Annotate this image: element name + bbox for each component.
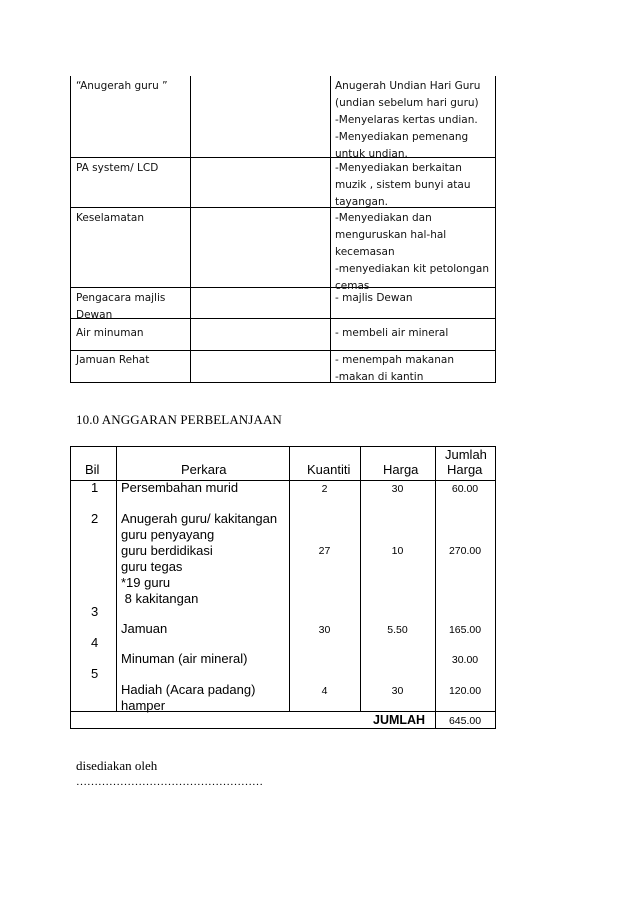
item-description: guru berdidikasi: [121, 543, 213, 558]
item-total: 30.00: [451, 654, 479, 666]
header-harga: Harga: [383, 462, 419, 477]
committee-table: [70, 76, 496, 383]
table-row: [71, 158, 495, 208]
prepared-by-label: disediakan oleh: [76, 758, 158, 773]
bil-number: 2: [91, 511, 99, 526]
header-jumlah-harga: Harga: [447, 462, 483, 477]
item-description: 8 kakitangan: [121, 591, 199, 606]
item-quantity: 2: [321, 483, 328, 495]
item-description: Minuman (air mineral): [121, 651, 248, 666]
table-row: [71, 208, 495, 292]
row-duty: -Menyediakan berkaitan muzik , sistem bunyi atau tayangan.: [335, 162, 471, 208]
section-heading: 10.0 ANGGARAN PERBELANJAAN: [76, 412, 282, 427]
signature-line: ……………………………………………: [76, 776, 263, 788]
item-total: 270.00: [448, 545, 482, 557]
header-kuantiti: Kuantiti: [307, 462, 351, 477]
row-item: Keselamatan: [76, 212, 144, 224]
column-divider: [116, 447, 117, 711]
item-description: guru tegas: [121, 559, 183, 574]
row-item: PA system/ LCD: [76, 162, 159, 174]
bil-number: 4: [91, 635, 99, 650]
total-value: 645.00: [448, 715, 482, 727]
item-total: 165.00: [448, 624, 482, 636]
row-duty: - menempah makanan -makan di kantin: [335, 354, 454, 383]
total-label: JUMLAH: [373, 713, 426, 727]
item-description: guru penyayang: [121, 527, 215, 542]
item-description: *19 guru: [121, 575, 171, 590]
bil-number: 1: [91, 480, 99, 495]
item-price: 30: [391, 483, 404, 495]
item-total: 60.00: [451, 483, 479, 495]
bil-number: 3: [91, 604, 99, 619]
row-item: Pengacara majlis Dewan: [76, 292, 166, 321]
budget-table: [70, 446, 496, 729]
item-quantity: 30: [318, 624, 331, 636]
row-duty: Anugerah Undian Hari Guru (undian sebelum hari guru) -Menyelaras kertas undian. -Menyediakan pemenang untuk undian.: [335, 80, 481, 160]
item-total: 120.00: [448, 685, 482, 697]
table-row: [71, 288, 495, 319]
row-item: Air minuman: [76, 327, 144, 339]
item-description: Persembahan murid: [121, 480, 239, 495]
header-bil: Bil: [85, 462, 100, 477]
row-item: “Anugerah guru ”: [76, 80, 168, 92]
item-quantity: 27: [318, 545, 331, 557]
row-item: Jamuan Rehat: [76, 354, 150, 366]
header-perkara: Perkara: [181, 462, 227, 477]
header-jumlah: Jumlah: [445, 447, 487, 462]
item-price: 10: [391, 545, 404, 557]
item-description: Hadiah (Acara padang): [121, 682, 256, 697]
row-duty: - membeli air mineral: [335, 327, 449, 339]
item-price: 5.50: [387, 624, 408, 636]
item-quantity: 4: [321, 685, 328, 697]
table-row: [71, 319, 495, 351]
item-description: Anugerah guru/ kakitangan: [121, 511, 278, 526]
table-row: [71, 76, 495, 158]
item-description: hamper: [121, 698, 166, 713]
table-row: [71, 351, 495, 383]
row-duty: - majlis Dewan: [335, 292, 413, 304]
item-price: 30: [391, 685, 404, 697]
item-description: Jamuan: [121, 621, 168, 636]
bil-number: 5: [91, 666, 99, 681]
row-duty: -Menyediakan dan menguruskan hal-hal kecemasan -menyediakan kit petolongan cemas: [335, 212, 490, 292]
